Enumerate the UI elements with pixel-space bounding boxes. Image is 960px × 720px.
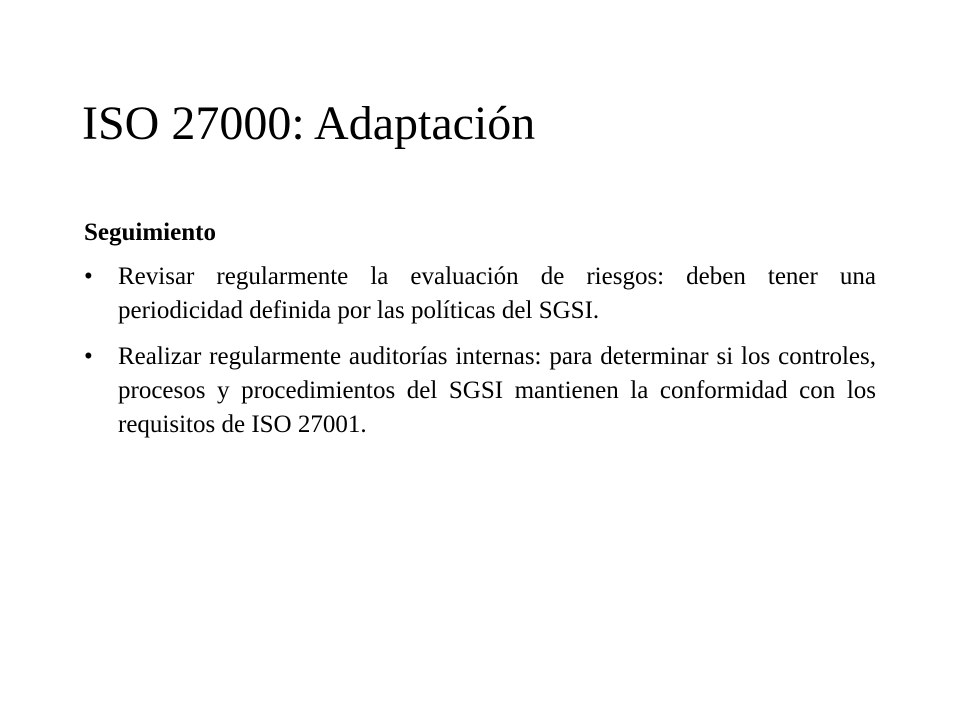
bullet-item-internal-audits xyxy=(84,340,876,442)
bullet-marker: • xyxy=(84,343,93,370)
bullet-text: Realizar regularmente auditorías internas: para determinar si los controles, procesos y procedimientos del SGSI mantienen la conformidad con los requisitos de ISO 27001. xyxy=(118,343,876,438)
bullet-item-review-risk xyxy=(84,260,876,328)
section-heading: Seguimiento xyxy=(84,219,216,246)
bullet-text: Revisar regularmente la evaluación de riesgos: deben tener una periodicidad definida por las políticas del SGSI. xyxy=(118,263,876,324)
slide-content xyxy=(84,218,876,454)
slide-title: ISO 27000: Adaptación xyxy=(82,97,536,150)
bullet-marker: • xyxy=(84,263,93,290)
bullet-list xyxy=(84,260,876,442)
